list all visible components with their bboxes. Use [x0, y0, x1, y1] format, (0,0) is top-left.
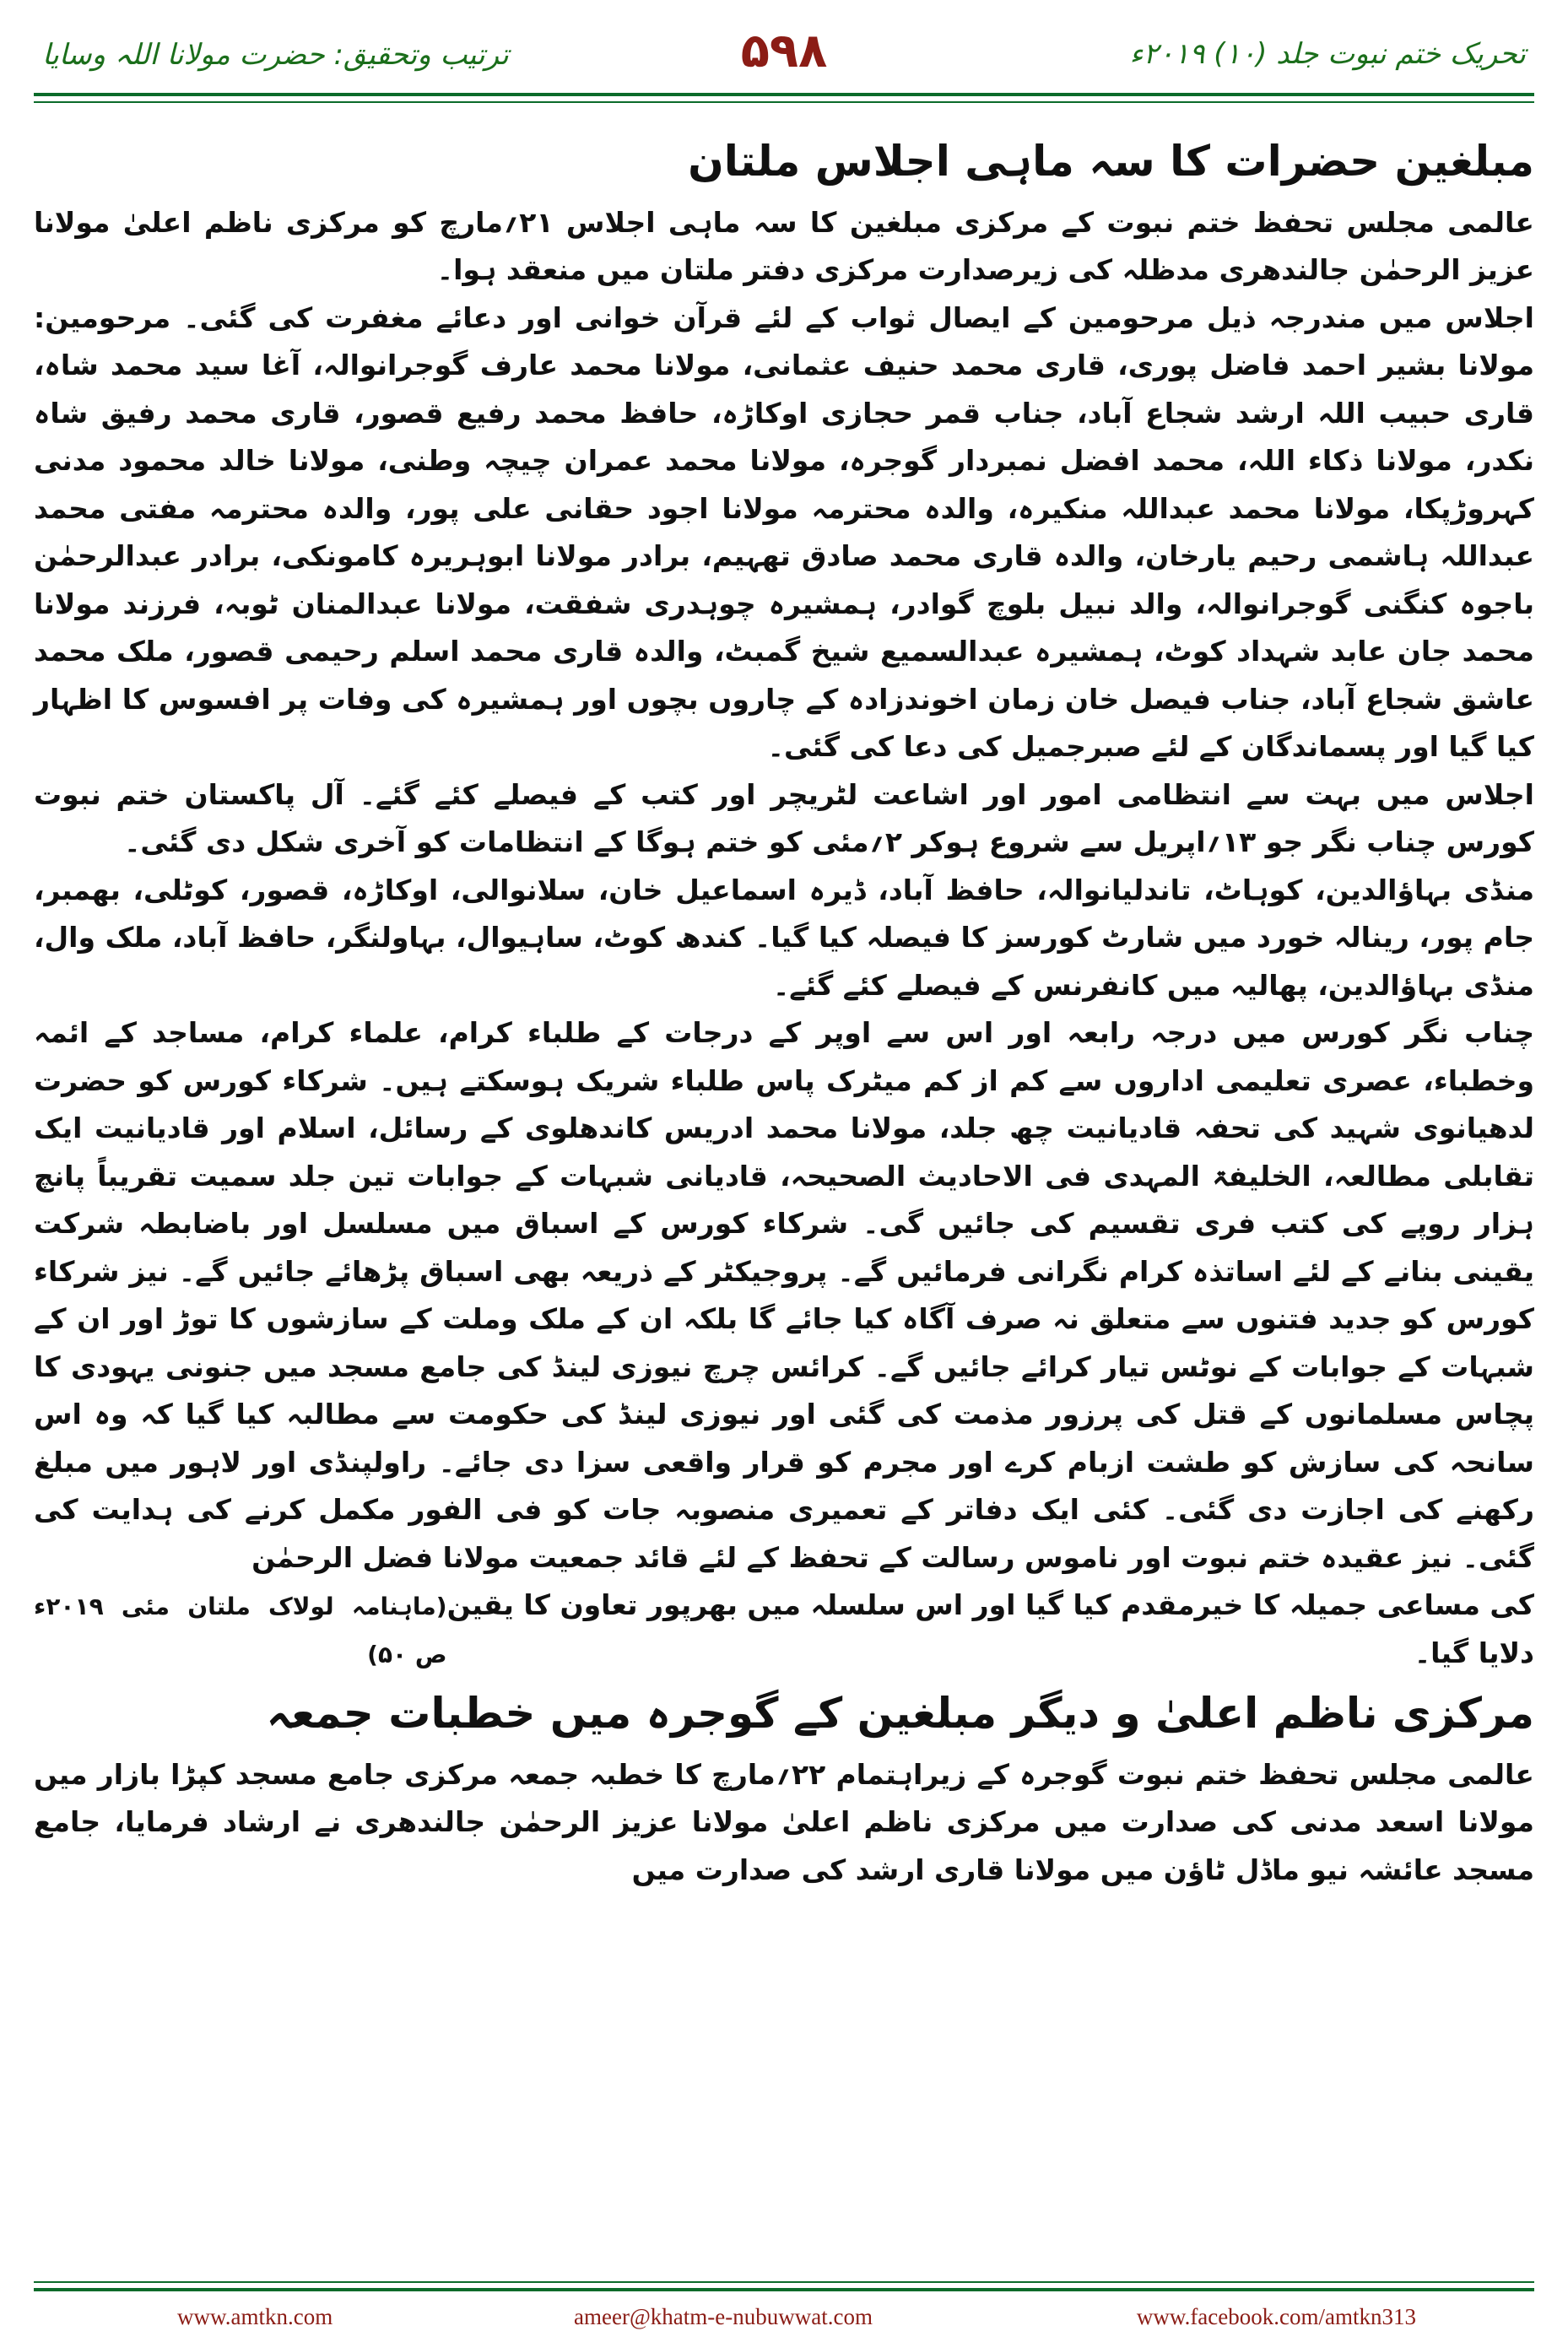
book-title: تحریک ختم نبوت جلد (۱۰) ۲۰۱۹ء [1129, 37, 1526, 71]
section-title: مرکزی ناظم اعلیٰ و دیگر مبلغین کے گوجرہ میں خطبات جمعہ [266, 1689, 1534, 1738]
paragraph: اجلاس میں بہت سے انتظامی امور اور اشاعت لٹریچر اور کتب کے فیصلے کئے گئے۔ آل پاکستان ختم نبوت کورس چناب نگر جو ۱۳؍اپریل سے شروع ہوکر ۲؍مئی کو ختم ہوگا کے انتظامات کو آخری شکل دی گئی۔ [34, 777, 1534, 858]
paragraph: عالمی مجلس تحفظ ختم نبوت کے مرکزی مبلغین کا سہ ماہی اجلاس ۲۱؍مارچ کو مرکزی ناظم اعلیٰ مولانا عزیز الرحمٰن جالندھری مدظلہ کی زیرصدارت مرکزی دفتر ملتان میں منعقد ہوا۔ [34, 205, 1534, 286]
facebook-link[interactable]: www.facebook.com/amtkn313 [1136, 2304, 1416, 2329]
email-link[interactable]: ameer@khatm-e-nubuwwat.com [574, 2304, 873, 2329]
closing-line: کی مساعی جمیلہ کا خیرمقدم کیا گیا اور اس سلسلہ میں بھرپور تعاون کا یقین دلایا گیا۔ [446, 1588, 1534, 1669]
paragraph: چناب نگر کورس میں درجہ رابعہ اور اس سے اوپر کے درجات کے طلباء کرام، علماء کرام، مساجد کے ائمہ وخطباء، عصری تعلیمی اداروں سے کم از کم میٹرک پاس طلباء شریک ہوسکتے ہیں۔ شرکاء کورس کو حضرت لدھیانوی شہید کی تحفہ قادیانیت چھ جلد، مولانا محمد ادریس کاندھلوی کے رسائل، اسلام اور قادیانیت ایک تقابلی مطالعہ، الخلیفۃ المہدی فی الاحادیث الصحیحہ، قادیانی شبہات کے جوابات تین جلد سمیت تقریباً پانچ ہزار روپے کی کتب فری تقسیم کی جائیں گی۔ شرکاء کورس کے اسباق میں مسلسل اور باضابطہ شرکت یقینی بنانے کے لئے اساتذہ کرام نگرانی فرمائیں گے۔ پروجیکٹر کے ذریعہ بھی اسباق پڑھائے جائیں گے۔ نیز شرکاء کورس کو جدید فتنوں سے متعلق نہ صرف آگاہ کیا جائے گا بلکہ ان کے ملک وملت کے سازشوں کا توڑ اور ان کے شبہات کے جوابات کے نوٹس تیار کرائے جائیں گے۔ کرائس چرچ نیوزی لینڈ کی جامع مسجد میں جنونی یہودی کا پچاس مسلمانوں کے قتل کی پرزور مذمت کی گئی اور نیوزی لینڈ کی حکومت سے مطالبہ کیا گیا کہ وہ اس سانحہ کی سازش کو طشت ازبام کرے اور مجرم کو قرار واقعی سزا دی جائے۔ راولپنڈی اور لاہور میں مبلغ رکھنے کی اجازت دی گئی۔ کئی ایک دفاتر کے تعمیری منصوبہ جات کو فی الفور مکمل کرنے کی ہدایت کی گئی۔ نیز عقیدہ ختم نبوت اور ناموس رسالت کے تحفظ کے لئے قائد جمعیت مولانا فضل الرحمٰن [34, 1016, 1535, 1574]
paragraph: اجلاس میں مندرجہ ذیل مرحومین کے ایصال ثواب کے لئے قرآن خوانی اور دعائے مغفرت کی گئی۔ مرحومین: مولانا بشیر احمد فاضل پوری، قاری محمد حنیف عثمانی، مولانا محمد عارف گوجرانوالہ، آغا سید محمد شاہ، قاری حبیب اللہ ارشد شجاع آباد، جناب قمر حجازی اوکاڑہ، حافظ محمد رفیع قصور، قاری محمد رفیق شاہ نکدر، مولانا ذکاء اللہ، محمد افضل نمبردار گوجرہ، مولانا محمد عمران چیچہ وطنی، مولانا خالد محمود مدنی کہروڑپکا، مولانا محمد عبداللہ منکیرہ، والدہ محترمہ مولانا اجود حقانی علی پور، والدہ محترمہ مفتی محمد عبداللہ ہاشمی رحیم یارخان، والدہ قاری محمد صادق تھہیم، برادر مولانا ابوہریرہ کامونکی، برادر عبدالرحمٰن باجوہ کنگنی گوجرانوالہ، والد نبیل بلوچ گوادر، ہمشیرہ چوہدری شفقت، مولانا عبدالمنان ٹوبہ، فرزند مولانا محمد جان عابد شہداد کوٹ، ہمشیرہ عبدالسمیع شیخ گمبٹ، والدہ قاری محمد اسلم رحیمی قصور، ملک محمد عاشق شجاع آباد، جناب فیصل خان زمان اخوندزادہ کے چاروں بچوں اور ہمشیرہ کی وفات پر افسوس کا اظہار کیا گیا اور پسماندگان کے لئے صبرجمیل کی دعا کی گئی۔ [34, 300, 1534, 763]
header-rule-thin [34, 101, 1534, 103]
article-body [34, 127, 1534, 1894]
source-citation: (ماہنامہ لولاک ملتان مئی ۲۰۱۹ء ص ۵۰) [34, 1593, 447, 1669]
website-link[interactable]: www.amtkn.com [177, 2304, 333, 2329]
page-footer [34, 2304, 1534, 2334]
page-header [34, 19, 1534, 95]
header-rule-thick [34, 93, 1534, 96]
paragraph: منڈی بہاؤالدین، کوہاٹ، تاندلیانوالہ، حافظ آباد، ڈیرہ اسماعیل خان، سلانوالی، اوکاڑہ، قصور، کوٹلی، بھمبر، جام پور، رینالہ خورد میں شارٹ کورسز کا فیصلہ کیا گیا۔ کندھ کوٹ، ساہیوال، بہاولنگر، حافظ آباد، ملک وال، منڈی بہاؤالدین، پھالیہ میں کانفرنس کے فیصلے کئے گئے۔ [34, 873, 1534, 1002]
footer-rule-thick [34, 2288, 1534, 2291]
closing-row [34, 1582, 1534, 1679]
section-title: مبلغین حضرات کا سہ ماہی اجلاس ملتان [688, 137, 1534, 186]
compiler-credit: ترتیب وتحقیق: حضرت مولانا اللہ وسایا [42, 38, 509, 72]
footer-rule-thin [34, 2281, 1534, 2283]
paragraph: عالمی مجلس تحفظ ختم نبوت گوجرہ کے زیراہتمام ۲۲؍مارچ کا خطبہ جمعہ مرکزی جامع مسجد کپڑا بازار میں مولانا اسعد مدنی کی صدارت میں مرکزی ناظم اعلیٰ مولانا عزیز الرحمٰن جالندھری نے ارشاد فرمایا، جامع مسجد عائشہ نیو ماڈل ٹاؤن میں مولانا قاری ارشد کی صدارت میں [34, 1757, 1534, 1886]
page-number: ۵۹۸ [740, 24, 828, 78]
